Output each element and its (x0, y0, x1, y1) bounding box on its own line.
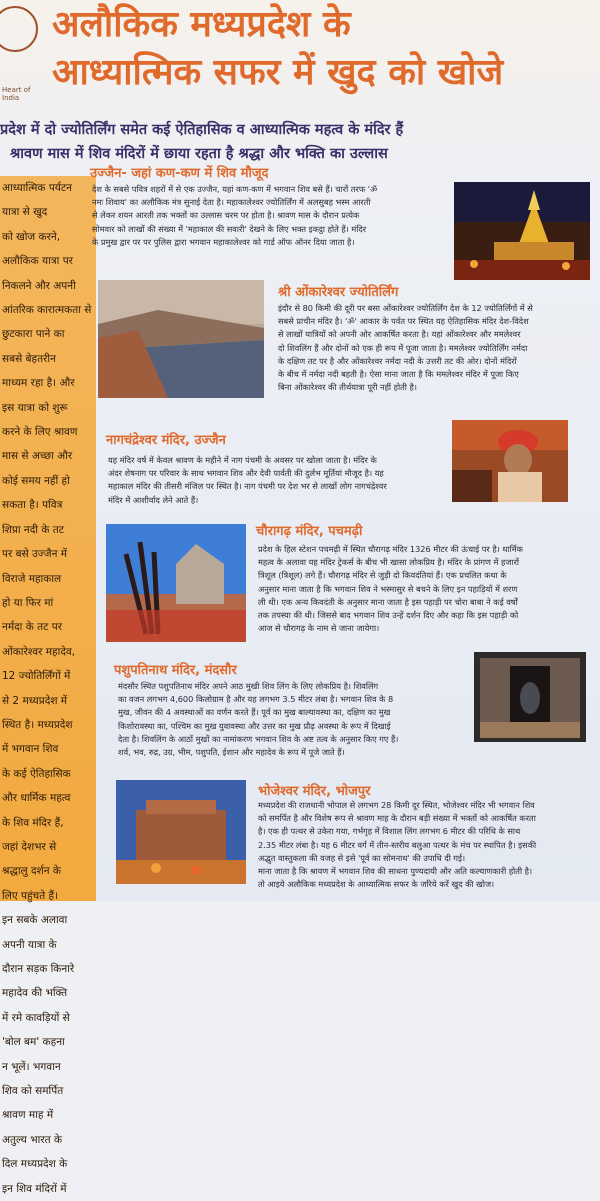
sidebar-line: छुटकारा पाने का (2, 328, 65, 341)
sidebar-line: श्रद्धालु दर्शन के (2, 865, 61, 878)
body-line: देता है। शिवलिंग के आठों मुखों का नामांकरण भगवान शिव के अष्ट तत्व के अनुसार किए गए हैं। (118, 733, 399, 744)
sidebar-line: करने के लिए श्रावण (2, 426, 78, 439)
body-line: के दक्षिण तट पर है और ओंकारेश्वर नर्मदा नदी के उत्तरी तट की ओर। दोनों मंदिरों (278, 355, 517, 366)
body-line: का वजन लगभग 4,600 किलोग्राम है और यह लगभग 3.5 मीटर लंबा है। भगवान शिव के 8 (118, 694, 394, 705)
body-line: अद्भुत वास्तुकला की वजह से इसे 'पूर्व का सोमनाथ' की उपाधि दी गई। (258, 852, 466, 863)
body-line: 2.35 मीटर लंबा है। यह 6 मीटर वर्ग में तीन-स्तरीय बलुआ पत्थर के मंच पर स्थापित है। इसकी (258, 839, 537, 850)
sidebar-line: कोई समय नहीं हो (2, 474, 70, 487)
body-line: मुख, जीवन की 4 अवस्थाओं का वर्णन करते हैं। पूर्व का मुख बाल्यावस्था का, दक्षिण का मुख (118, 707, 391, 718)
sidebar-line: नर्मदा के तट पर (2, 621, 63, 634)
intro-sidebar (0, 176, 96, 1195)
body-line: को समर्पित है और विशेष रूप से श्रावण माह के दौरान बड़ी संख्या में भक्तों को आकर्षित करता (258, 813, 536, 824)
section-title-chauragarh: चौरागढ़ मंदिर, पचमढ़ी (256, 524, 363, 539)
sidebar-line: सकता है। पवित्र (2, 499, 63, 512)
body-line: अनुसार माना जाता है कि भगवान शिव ने भस्मासुर से बचने के लिए इन पहाड़ियों में शरण (258, 583, 518, 594)
body-line: सोमवार को लाखों की संख्या में 'महाकाल की सवारी' देखने के लिए भक्त इकट्ठा होते हैं। मंदिर (92, 223, 367, 234)
sidebar-line: न भूलें। भगवान (2, 1060, 61, 1073)
body-line: त्रिशूल (त्रिशूल) लगे हैं। चौरागढ़ मंदिर से जुड़ी दो किवदंतियां हैं। एक प्रचलित कथा के (258, 570, 507, 581)
sidebar-line: माध्यम रहा है। और (2, 377, 75, 390)
sidebar-line: आध्यात्मिक पर्यटन (2, 182, 73, 194)
body-line: से लाखों यात्रियों को अपनी ओर आकर्षित करता है। यहां ओंकारेश्वर और ममलेश्वर (278, 329, 521, 340)
sidebar-line: में भगवान शिव (2, 743, 59, 756)
body-line: के बीच में नर्मदा नदी बहती है। ऐसा माना जाता है कि ममलेश्वर मंदिर में पूजा किए (278, 369, 519, 380)
sidebar-line: अतुल्य भारत के (2, 1133, 63, 1146)
body-line: है। एक ही पत्थर से उकेरा गया, गर्भगृह में विशाल लिंग लगभग 6 मीटर की परिधि के साथ (258, 826, 521, 837)
body-line: किशोरावस्था का, पश्चिम का मुख युवावस्था और उत्तर का मुख प्रौढ़ अवस्था के रूप में दिखाई (118, 720, 391, 731)
section-title-pashupatinath: पशुपतिनाथ मंदिर, मंदसौर (114, 663, 237, 678)
section-title-omkareshwar: श्री ओंकारेश्वर ज्योतिर्लिंग (278, 285, 399, 300)
sidebar-line: इन शिव मंदिरों में (2, 1182, 67, 1195)
body-line: देश के सबसे पवित्र शहरों में से एक उज्जैन, यहां कण-कण में भगवान शिव बसे हैं। चारों तरफ 'ॐ (92, 184, 378, 194)
body-line: शर्व, भव, रुद्र, उग्र, भीम, पशुपति, ईशान और महादेव के रूप में पूजे जाते हैं। (118, 747, 345, 758)
sidebar-line: के शिव मंदिर हैं, (2, 816, 64, 829)
section-body-omkareshwar (278, 302, 590, 394)
sidebar-line: 'बोल बम' कहना (2, 1036, 65, 1049)
title-line-1: अलौकिक मध्यप्रदेश के (52, 3, 351, 45)
section-body-nagchandreshwar (108, 454, 450, 507)
sidebar-line: के कई ऐतिहासिक (2, 767, 71, 780)
page-subtitle (0, 118, 600, 166)
page-title (52, 0, 592, 96)
section-body-pashupatinath (118, 680, 470, 759)
sidebar-line: लिए पहुंचते हैं। (2, 889, 59, 902)
body-line: यह मंदिर वर्ष में केवल श्रावण के महीने में नाग पंचमी के अवसर पर खोला जाता है। मंदिर के (108, 455, 377, 465)
body-line: तक तपस्या की थी। जिससे बाद भगवान शिव उन्हें दर्शन दिए और कहा कि इस पहाड़ी को (258, 610, 519, 621)
sidebar-line: शिप्रा नदी के तट (2, 523, 65, 536)
mahakal-temple-photo (454, 182, 590, 280)
sidebar-line: को खोज करने, (2, 230, 61, 243)
body-line: से लेकर शयन आरती तक भक्तों का उल्लास चरम पर होता है। श्रावण मास के दौरान प्रत्येक (92, 210, 360, 221)
title-line-2: आध्यात्मिक सफर में खुद को खोजे (52, 51, 504, 93)
bhojeshwar-temple-photo (116, 780, 246, 884)
logo-seal-icon (0, 6, 38, 52)
sidebar-line: 12 ज्योतिर्लिंगों में (2, 670, 71, 683)
sidebar-line: विराजे महाकाल (2, 572, 62, 585)
tourism-logo (0, 4, 44, 104)
section-title-bhojeshwar: भोजेश्वर मंदिर, भोजपुर (258, 784, 371, 799)
section-body-chauragarh (258, 543, 594, 635)
sidebar-line: दौरान सड़क किनारे (2, 963, 75, 975)
section-title-nagchandreshwar: नागचंद्रेश्वर मंदिर, उज्जैन (106, 433, 226, 448)
body-line: प्रदेश के हिल स्टेशन पचमढ़ी में स्थित चौरागढ़ मंदिर 1326 मीटर की ऊंचाई पर है। धार्मिक (258, 544, 523, 554)
body-line: आज से चौरागढ़ के नाम से जाना जायेगा। (258, 623, 380, 634)
body-line: मंदिर में आशीर्वाद लेने आते हैं। (108, 494, 199, 505)
sidebar-line: स्थित है। मध्यप्रदेश (2, 718, 73, 731)
sidebar-line: शिव को समर्पित (2, 1085, 64, 1098)
sidebar-line: मास से अच्छा और (2, 450, 73, 463)
body-line: नमः शिवाय' का अलौकिक मंत्र सुनाई देता है। महाकालेश्वर ज्योतिर्लिंग में अलसुबह भस्म आरती (92, 197, 371, 208)
subtitle-line-1: प्रदेश में दो ज्योतिर्लिंग समेत कई ऐतिहासिक व आध्यात्मिक महत्व के मंदिर हैं (0, 122, 404, 138)
sidebar-line: निकलने और अपनी (2, 279, 76, 292)
sidebar-line: इन सबके अलावा (2, 914, 68, 927)
sidebar-line: और धार्मिक महत्व (2, 792, 71, 805)
body-line: इंदौर से 80 किमी की दूरी पर बसा ओंकारेश्वर ज्योतिर्लिंग देश के 12 ज्योतिर्लिंगों में से (278, 303, 533, 313)
sidebar-line: अपनी यात्रा के (2, 938, 57, 951)
subtitle-line-2: श्रावण मास में शिव मंदिरों में छाया रहता है श्रद्धा और भक्ति का उल्लास (10, 146, 388, 162)
body-line: के प्रमुख द्वार पर पर पुलिस द्वारा भगवान महाकालेश्वर को गार्ड ऑफ ऑनर दिया जाता है। (92, 236, 355, 247)
body-line: मंदसौर स्थित पशुपतिनाथ मंदिर अपने आठ मुखी शिव लिंग के लिए लोकप्रिय है। शिवलिंग (118, 681, 379, 691)
body-line: ली थी। एक अन्य किवदंती के अनुसार माना जाता है इस पहाड़ी पर चोरा बाबा ने कई वर्षों (258, 596, 518, 607)
sidebar-line: ओंकारेश्वर महादेव, (2, 645, 76, 658)
section-body-ujjain (92, 183, 452, 249)
sidebar-line: अलौकिक यात्रा पर (2, 255, 73, 268)
body-line: महत्व के अलावा यह मंदिर ट्रेकर्स के बीच भी खासा लोकप्रिय है। मंदिर के प्रांगण में हजारों (258, 557, 520, 568)
body-line: अंदर शेषनाग पर परिवार के साथ भगवान शिव और देवी पार्वती की दुर्लभ मूर्तियां मौजूद है। यह (108, 468, 384, 479)
sidebar-line: यात्रा से खुद (2, 206, 48, 219)
sidebar-line: महादेव की भक्ति (2, 987, 68, 1000)
sidebar-line: में रमे कावड़ियों से (2, 1011, 70, 1024)
body-line: माना जाता है कि श्रावण में भगवान शिव की साधना पुण्यदायी और अति कल्याणकारी होती है। (258, 866, 533, 877)
sidebar-line: श्रावण माह में (2, 1109, 54, 1122)
pashupatinath-shrine-photo (474, 652, 586, 742)
section-body-bhojeshwar (258, 799, 596, 891)
sidebar-line: जहां देशभर से (2, 840, 57, 853)
body-line: दो शिवलिंग हैं और दोनों को एक ही रूप में पूजा जाता है। ममलेश्वर ज्योतिर्लिंग नर्मदा (278, 342, 528, 353)
body-line: सबसे प्राचीन मंदिर है। 'ॐ' आकार के पर्वत पर स्थित यह ऐतिहासिक मंदिर देश-विदेश (278, 316, 529, 327)
sidebar-line: हो या फिर मां (2, 596, 54, 609)
sidebar-line: पर बसे उज्जैन में (2, 548, 68, 561)
body-line: मध्यप्रदेश की राजधानी भोपाल से लगभग 28 किमी दूर स्थित, भोजेश्वर मंदिर भी भगवान शिव (258, 800, 535, 810)
section-title-ujjain: उज्जैन- जहां कण-कण में शिव मौजूद (90, 166, 269, 181)
chauragarh-trident-photo (106, 524, 246, 642)
sadhu-photo (452, 420, 568, 502)
sidebar-line: से 2 मध्यप्रदेश में (2, 694, 68, 707)
logo-tagline: Heart of India (2, 86, 31, 102)
omkareshwar-river-photo (98, 280, 264, 398)
sidebar-line: आंतरिक कारात्मकता से (2, 304, 92, 317)
sidebar-line: सबसे बेहतरीन (2, 352, 56, 365)
body-line: तो आइये अलौकिक मध्यप्रदेश के आध्यात्मिक सफर के जरिये करें खुद की खोज। (258, 879, 495, 890)
body-line: बिना ओंकारेश्वर की तीर्थयात्रा पूरी नहीं होती है। (278, 382, 417, 393)
sidebar-line: इस यात्रा को शुरू (2, 401, 68, 414)
body-line: महाकाल मंदिर की तीसरी मंजिल पर स्थित है। नाग पंचमी पर देश भर से लाखों लोग नागचंद्रेश्वर (108, 481, 387, 492)
sidebar-line: दिल मध्यप्रदेश के (2, 1158, 68, 1171)
